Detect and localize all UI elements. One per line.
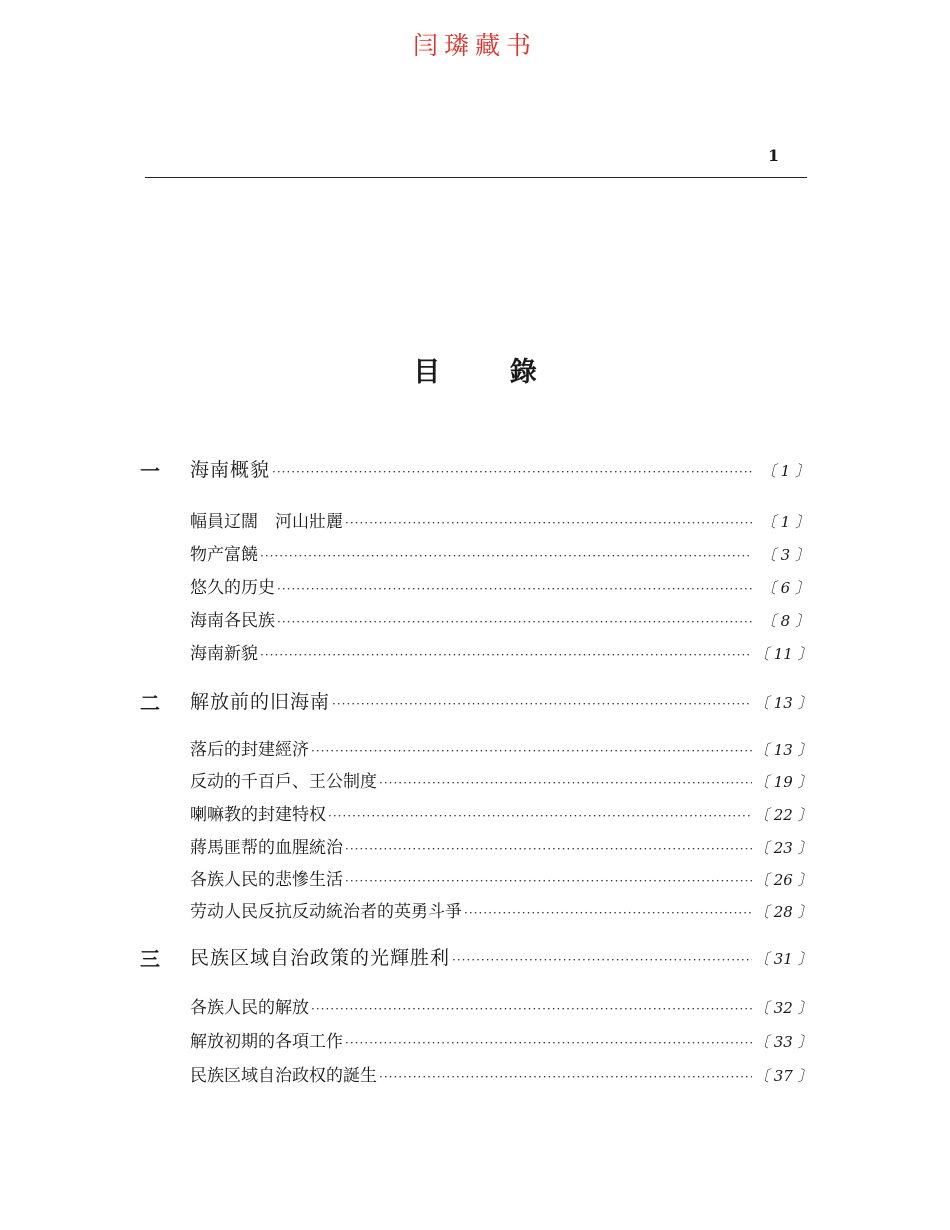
toc-entry-page: 〔 26 〕 [754, 871, 813, 889]
toc-entry-page: 〔 6 〕 [760, 579, 810, 597]
toc-entry[interactable] [190, 573, 810, 598]
header-rule [145, 177, 807, 178]
toc-entry-page: 〔 32 〕 [754, 999, 813, 1017]
toc-entry-title: 物产富饒 [190, 545, 258, 565]
toc-entry-title: 反动的千百戶、王公制度 [190, 772, 377, 792]
toc-entry[interactable] [190, 1061, 813, 1086]
dot-leader [452, 953, 752, 967]
toc-entry[interactable] [190, 800, 813, 825]
dot-leader [260, 549, 752, 563]
dot-leader [345, 874, 752, 888]
toc-entry[interactable] [190, 735, 813, 760]
toc-entry-title: 幅員辽闊 河山壯麗 [190, 512, 343, 532]
toc-entry[interactable] [190, 639, 813, 664]
toc-entry[interactable] [190, 606, 810, 631]
chapter-number: 三 [140, 947, 160, 971]
toc-entry[interactable] [190, 865, 813, 890]
dot-leader [464, 906, 752, 920]
toc-entry-page: 〔 13 〕 [754, 741, 813, 759]
dot-leader [277, 615, 752, 629]
dot-leader [311, 1002, 752, 1016]
page-title: 目 錄 [413, 357, 537, 388]
toc-entry-title: 海南各民族 [190, 611, 275, 631]
toc-entry[interactable] [190, 833, 813, 858]
toc-entry-title: 劳动人民反抗反动統治者的英勇斗爭 [190, 902, 462, 922]
toc-entry-title: 海南概貌 [190, 459, 271, 481]
dot-leader [311, 744, 752, 758]
toc-entry[interactable] [190, 897, 813, 922]
toc-entry-title: 悠久的历史 [190, 578, 275, 598]
toc-entry-title: 落后的封建經济 [190, 740, 309, 760]
toc-entry-title: 海南新貌 [190, 644, 258, 664]
toc-entry-page: 〔 19 〕 [754, 773, 813, 791]
toc-entry-title: 喇嘛教的封建特权 [190, 805, 326, 825]
dot-leader [277, 582, 752, 596]
dot-leader [345, 842, 752, 856]
toc-entry-title: 解放前的旧海南 [190, 691, 331, 713]
dot-leader [260, 648, 752, 662]
toc-entry-page: 〔 37 〕 [754, 1067, 813, 1085]
toc-entry-page: 〔 1 〕 [760, 462, 810, 480]
toc-entry-page: 〔 28 〕 [754, 903, 813, 921]
toc-entry[interactable] [190, 767, 813, 792]
toc-entry-page: 〔 13 〕 [754, 694, 813, 712]
toc-entry-page: 〔 23 〕 [754, 839, 813, 857]
toc-entry[interactable] [190, 507, 810, 532]
page-number: 1 [768, 146, 780, 165]
toc-chapter-entry[interactable] [190, 455, 810, 482]
toc-entry[interactable] [190, 993, 813, 1018]
toc-entry-page: 〔 8 〕 [760, 612, 810, 630]
toc-entry-title: 蔣馬匪帮的血腥統治 [190, 838, 343, 858]
toc-entry-page: 〔 31 〕 [754, 950, 813, 968]
toc-entry-page: 〔 33 〕 [754, 1033, 813, 1051]
toc-entry-title: 民族区域自治政权的誕生 [190, 1066, 377, 1086]
dot-leader [332, 697, 752, 711]
toc-entry-title: 民族区域自治政策的光輝胜利 [190, 947, 451, 969]
toc-entry-page: 〔 22 〕 [754, 806, 813, 824]
dot-leader [345, 516, 752, 530]
toc-entry-title: 各族人民的解放 [190, 998, 309, 1018]
collector-stamp: 闫璘藏书 [412, 31, 537, 60]
chapter-number: 一 [140, 459, 160, 483]
dot-leader [379, 776, 752, 790]
toc-entry-title: 解放初期的各項工作 [190, 1032, 343, 1052]
toc-entry-page: 〔 11 〕 [754, 645, 813, 663]
toc-chapter-entry[interactable] [190, 943, 813, 970]
toc-entry-page: 〔 1 〕 [760, 513, 810, 531]
toc-entry[interactable] [190, 1027, 813, 1052]
dot-leader [328, 809, 752, 823]
dot-leader [345, 1036, 752, 1050]
toc-entry-title: 各族人民的悲慘生活 [190, 870, 343, 890]
chapter-number: 二 [140, 691, 160, 715]
toc-entry-page: 〔 3 〕 [760, 546, 810, 564]
dot-leader [379, 1070, 752, 1084]
toc-chapter-entry[interactable] [190, 687, 813, 714]
dot-leader [272, 465, 752, 479]
toc-entry[interactable] [190, 540, 810, 565]
